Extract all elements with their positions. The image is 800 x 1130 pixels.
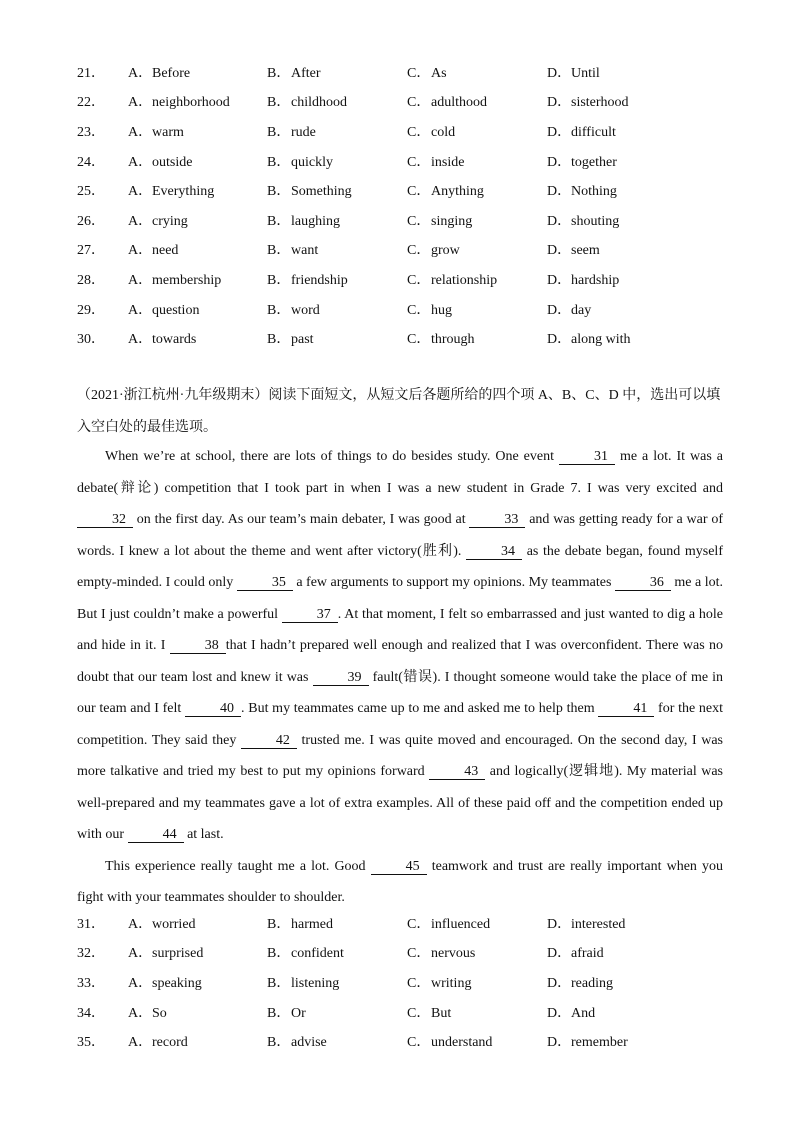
option-text: writing [431,975,472,991]
option-c [407,1031,547,1051]
option-letter: C． [407,975,431,991]
option-text: harmed [291,916,333,932]
option-letter: C． [407,95,431,111]
option-text: record [152,1035,188,1051]
question-option-row [77,967,737,997]
option-a [128,121,267,141]
question-option-row [77,205,737,235]
passage-text: me a lot. But I just couldn’t make a powerful [77,575,724,622]
passage-text: for the next competition. They said they [77,701,724,748]
option-b [267,1002,407,1022]
passage-text: trusted me. I was quite moved and encouraged. On the second day, I was more talkative and tried my best to put my opinions forward [77,732,723,779]
option-a [128,1031,267,1051]
option-a [128,269,267,289]
option-letter: D． [547,65,572,81]
option-letter: B． [267,154,291,170]
options-list-21-30 [77,57,737,353]
option-text: So [152,1005,167,1021]
passage-text: at last. [183,827,224,842]
passage-text: me a lot. It was a debate(辩论) competition that I took part in when I was a new student in Grade 7. I was very excited and [77,449,723,496]
option-letter: D． [547,154,572,170]
question-option-row [77,294,737,324]
passage-text: fault(错误). I thought someone would take the place of me in our team and I felt [77,669,723,716]
answer-blank[interactable]: 40 [185,701,241,717]
option-text: want [291,243,319,259]
option-text: crying [152,213,188,229]
option-a [128,180,267,200]
option-letter: C． [407,332,431,348]
option-letter: B． [267,95,291,111]
option-text: shouting [571,213,620,229]
answer-blank[interactable]: 43 [429,764,485,780]
option-c [407,1002,547,1022]
option-text: And [571,1005,596,1021]
option-c [407,91,547,111]
option-letter: B． [267,1035,291,1051]
option-letter: B． [267,946,291,962]
option-a [128,151,267,171]
option-text: day [571,302,592,318]
option-c [407,239,547,259]
option-letter: B． [267,916,291,932]
option-text: Everything [152,184,215,200]
option-letter: C． [407,1005,431,1021]
answer-blank[interactable]: 35 [237,575,293,591]
option-b [267,151,407,171]
answer-blank[interactable]: 34 [466,544,522,560]
option-letter: D． [547,124,572,140]
option-d [547,151,727,171]
question-number: 22． [77,95,105,111]
option-text: reading [571,975,613,991]
option-letter: A． [128,916,153,932]
option-d [547,1031,727,1051]
option-c [407,942,547,962]
option-d [547,180,727,200]
option-letter: B． [267,243,291,259]
option-letter: D． [547,243,572,259]
question-option-row [77,938,737,968]
question-number: 33． [77,975,105,991]
answer-blank[interactable]: 32 [77,512,133,528]
option-text: laughing [291,213,340,229]
option-text: nervous [431,946,476,962]
option-a [128,942,267,962]
option-text: Nothing [571,184,617,200]
option-letter: A． [128,154,153,170]
question-option-row [77,175,737,205]
passage-text: a few arguments to support my opinions. My teammates [292,575,615,590]
cloze-passage [77,441,723,914]
option-text: After [291,65,321,81]
option-letter: C． [407,302,431,318]
option-letter: C． [407,124,431,140]
question-option-row [77,146,737,176]
option-letter: A． [128,65,153,81]
option-d [547,121,727,141]
option-letter: D． [547,95,572,111]
answer-blank[interactable]: 38 [170,638,226,654]
passage-text: When we’re at school, there are lots of things to do besides study. One event [105,449,559,464]
option-letter: B． [267,184,291,200]
option-a [128,299,267,319]
question-number: 31． [77,916,105,932]
option-d [547,913,727,933]
option-letter: B． [267,302,291,318]
option-letter: A． [128,332,153,348]
option-d [547,91,727,111]
option-letter: C． [407,916,431,932]
option-d [547,972,727,992]
option-a [128,913,267,933]
option-letter: D． [547,946,572,962]
option-text: neighborhood [152,95,230,111]
option-letter: C． [407,154,431,170]
option-text: worried [152,916,196,932]
passage-text: on the first day. As our team’s main debater, I was good at [133,512,470,527]
option-letter: D． [547,184,572,200]
passage-text: . At that moment, I felt so embarrassed and just wanted to dig a hole and hide in it. I [77,606,723,653]
option-text: word [291,302,320,318]
option-text: But [431,1005,452,1021]
option-text: advise [291,1035,327,1051]
option-b [267,972,407,992]
option-letter: D． [547,1005,572,1021]
option-letter: A． [128,302,153,318]
question-option-row [77,116,737,146]
option-d [547,269,727,289]
option-b [267,91,407,111]
option-text: cold [431,124,456,140]
option-text: Anything [431,184,484,200]
option-text: adulthood [431,95,487,111]
option-letter: A． [128,946,153,962]
option-text: difficult [571,124,616,140]
passage-text: . But my teammates came up to me and asked me to help them [241,701,599,716]
answer-blank[interactable]: 42 [241,733,297,749]
option-letter: B． [267,65,291,81]
option-a [128,239,267,259]
option-text: surprised [152,946,204,962]
option-text: childhood [291,95,347,111]
option-text: past [291,332,314,348]
question-number: 29． [77,302,105,318]
option-letter: A． [128,124,153,140]
answer-blank[interactable]: 44 [128,827,184,843]
passage-text: as the debate began, found myself empty-minded. I could only [77,543,723,590]
option-text: together [571,154,617,170]
option-d [547,239,727,259]
option-letter: B． [267,1005,291,1021]
option-text: afraid [571,946,604,962]
option-letter: A． [128,272,153,288]
option-c [407,328,547,348]
option-text: rude [291,124,316,140]
option-d [547,299,727,319]
question-number: 21． [77,65,105,81]
question-option-row [77,908,737,938]
option-text: grow [431,243,460,259]
passage-text: and logically(逻辑地). My material was well-prepared and my teammates gave a lot of extra examples. All of these paid off and the competition ended up with our [77,764,724,842]
option-text: Until [571,65,600,81]
option-letter: A． [128,975,153,991]
option-a [128,328,267,348]
option-letter: A． [128,1035,153,1051]
option-text: question [152,302,200,318]
option-d [547,62,727,82]
option-text: hardship [571,272,620,288]
question-option-row [77,57,737,87]
option-b [267,913,407,933]
answer-blank[interactable]: 37 [282,607,338,623]
option-text: speaking [152,975,202,991]
option-c [407,299,547,319]
option-b [267,121,407,141]
option-letter: D． [547,1035,572,1051]
option-text: influenced [431,916,491,932]
question-number: 27． [77,243,105,259]
option-letter: C． [407,65,431,81]
option-letter: B． [267,975,291,991]
question-option-row [77,235,737,265]
option-b [267,328,407,348]
option-text: Or [291,1005,306,1021]
option-letter: A． [128,243,153,259]
option-letter: C． [407,184,431,200]
passage-text: and was getting ready for a war of words. I knew a lot about the theme and went after victory(胜利). [77,512,723,559]
option-text: As [431,65,447,81]
passage-text: This experience really taught me a lot. Good [105,858,371,874]
option-d [547,1002,727,1022]
question-number: 34． [77,1005,105,1021]
option-text: listening [291,975,340,991]
option-text: need [152,243,179,259]
option-c [407,151,547,171]
option-letter: B． [267,332,291,348]
question-number: 28． [77,272,105,288]
option-b [267,269,407,289]
option-text: membership [152,272,222,288]
option-c [407,972,547,992]
option-text: interested [571,916,626,932]
option-d [547,210,727,230]
question-option-row [77,264,737,294]
option-letter: D． [547,213,572,229]
option-text: towards [152,332,197,348]
answer-blank[interactable]: 33 [469,512,525,528]
option-text: friendship [291,272,348,288]
option-letter: D． [547,272,572,288]
option-a [128,91,267,111]
option-text: confident [291,946,344,962]
option-letter: D． [547,332,572,348]
question-number: 25． [77,184,105,200]
option-b [267,239,407,259]
option-b [267,942,407,962]
question-number: 23． [77,124,105,140]
option-a [128,210,267,230]
option-letter: A． [128,1005,153,1021]
option-a [128,972,267,992]
option-c [407,180,547,200]
option-letter: D． [547,916,572,932]
option-letter: A． [128,213,153,229]
question-number: 32． [77,946,105,962]
option-letter: D． [547,975,572,991]
answer-blank[interactable]: 39 [313,670,369,686]
option-text: inside [431,154,465,170]
question-number: 30． [77,332,105,348]
option-a [128,62,267,82]
option-c [407,269,547,289]
question-option-row [77,87,737,117]
option-letter: C． [407,272,431,288]
question-number: 35． [77,1035,105,1051]
option-d [547,942,727,962]
option-d [547,328,727,348]
option-letter: C． [407,243,431,259]
option-text: relationship [431,272,498,288]
option-text: seem [571,243,600,259]
option-letter: A． [128,184,153,200]
answer-blank[interactable]: 45 [371,859,427,875]
option-text: Before [152,65,191,81]
passage-text: that I hadn’t prepared well enough and realized that I was overconfident. There was no doubt that our team lost and knew it was [77,638,724,685]
option-letter: D． [547,302,572,318]
option-letter: C． [407,1035,431,1051]
question-number: 24． [77,154,105,170]
option-text: singing [431,213,473,229]
passage-paragraph [77,851,723,914]
passage-text: teamwork and trust are really important when you fight with your teammates shoulder to shoulder. [77,858,723,905]
option-c [407,210,547,230]
option-c [407,121,547,141]
answer-blank[interactable]: 36 [615,575,671,591]
option-c [407,62,547,82]
option-b [267,299,407,319]
option-b [267,1031,407,1051]
answer-blank[interactable]: 31 [559,449,615,465]
question-option-row [77,323,737,353]
question-number: 26． [77,213,105,229]
option-text: through [431,332,475,348]
option-text: warm [152,124,184,140]
option-letter: C． [407,946,431,962]
option-letter: C． [407,213,431,229]
option-b [267,180,407,200]
option-text: understand [431,1035,493,1051]
question-option-row [77,1026,737,1056]
option-text: quickly [291,154,333,170]
option-letter: A． [128,95,153,111]
option-letter: B． [267,124,291,140]
option-b [267,62,407,82]
answer-blank[interactable]: 41 [598,701,654,717]
option-letter: B． [267,272,291,288]
question-option-row [77,997,737,1027]
option-letter: B． [267,213,291,229]
option-a [128,1002,267,1022]
option-text: remember [571,1035,628,1051]
options-list-31-35 [77,908,737,1056]
option-text: hug [431,302,452,318]
option-text: along with [571,332,631,348]
section-header: （2021·浙江杭州·九年级期末）阅读下面短文，从短文后各题所给的四个项 A、B、C、D 中，选出可以填入空白处的最佳选项。 [77,388,721,435]
option-b [267,210,407,230]
option-text: sisterhood [571,95,629,111]
passage-paragraph [77,441,723,851]
option-text: Something [291,184,352,200]
option-text: outside [152,154,193,170]
option-c [407,913,547,933]
